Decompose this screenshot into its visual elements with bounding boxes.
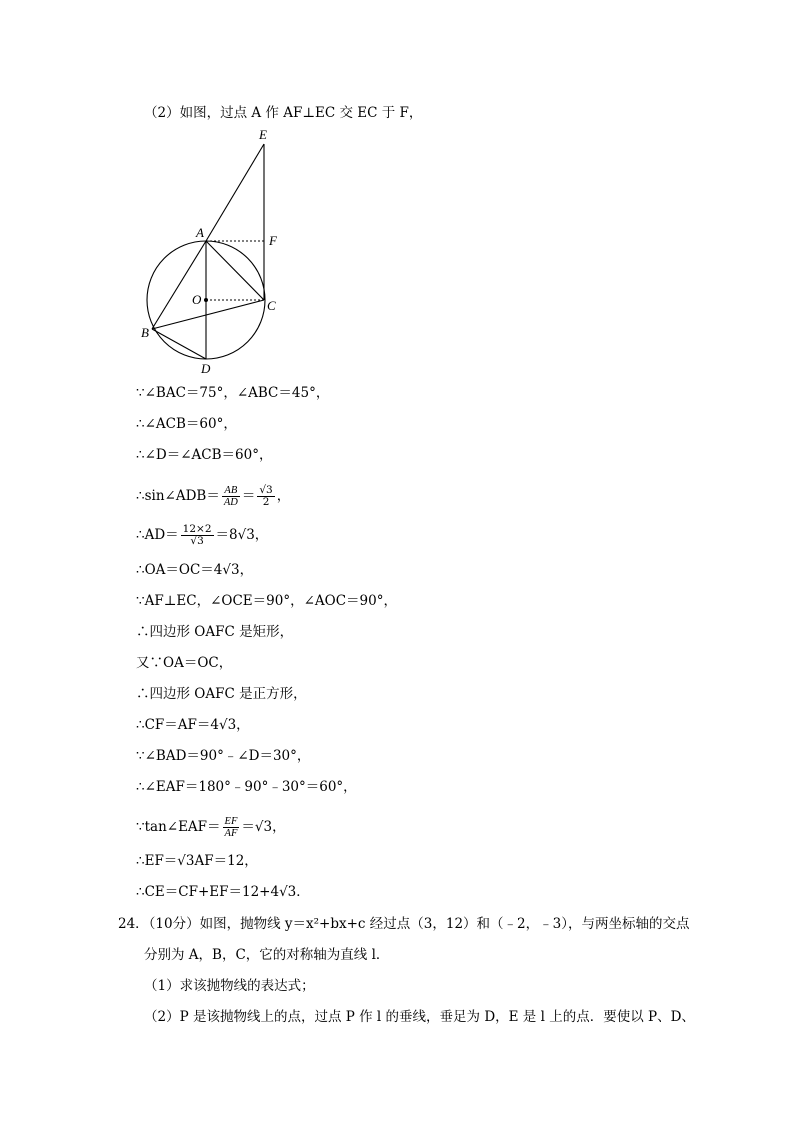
step-line: ∵∠BAC＝75°，∠ABC＝45°，: [136, 385, 330, 401]
problem-24-line2: 分别为 A，B，C，它的对称轴为直线 l．: [144, 947, 390, 963]
segment-ae: [206, 144, 264, 241]
label-d: D: [201, 361, 211, 374]
segment-ac: [206, 241, 264, 300]
step-line: ∴OA＝OC＝4√3，: [136, 562, 254, 578]
label-e: E: [259, 127, 267, 142]
label-b: B: [141, 325, 149, 340]
fraction-ab-ad: $\frac{AB}{AD}$: [223, 485, 238, 508]
segment-bc: [152, 300, 264, 329]
geometry-figure: [128, 124, 298, 374]
label-c: C: [267, 298, 276, 313]
step-line: ∴∠D＝∠ACB＝60°，: [136, 447, 273, 463]
step-line: ∵∠BAD＝90°﹣∠D＝30°，: [136, 748, 311, 764]
step-line: ∴∠EAF＝180°﹣90°﹣30°＝60°，: [136, 779, 357, 795]
step-line: ∴CE＝CF+EF＝12+4√3．: [136, 884, 310, 900]
step-line: ∵AF⊥EC，∠OCE＝90°，∠AOC＝90°，: [136, 593, 397, 609]
step-line: ∴EF＝√3AF＝12，: [136, 853, 258, 869]
step-tan-line: ∵tan∠EAF＝ $\frac{EF}{AF}$ ＝√3，: [136, 816, 286, 839]
label-f: F: [269, 233, 277, 248]
problem-24-line1: 24．（10分）如图，抛物线 y＝x²+bx+c 经过点（3，12）和（﹣2，﹣3），与两坐标轴的交点: [118, 916, 690, 932]
segment-ab: [152, 241, 206, 329]
fraction-ef-af: $\frac{EF}{AF}$: [224, 816, 238, 839]
fraction-12x2-sqrt3: $\frac{12\times 2}{√3}$: [182, 523, 212, 547]
label-o: O: [192, 292, 202, 307]
step-line: 又∵OA＝OC，: [136, 655, 233, 671]
label-a: A: [196, 225, 204, 240]
step-line: ∴四边形 OAFC 是矩形，: [136, 624, 294, 640]
solution-part2-intro: （2）如图，过点 A 作 AF⊥EC 交 EC 于 F，: [144, 105, 423, 121]
segment-bd: [152, 329, 206, 359]
problem-24-line4: （2）P 是该抛物线上的点，过点 P 作 l 的垂线，垂足为 D，E 是 l 上的点．要使以 P、D、: [144, 1009, 695, 1025]
step-ad-line: ∴AD＝ $\frac{12\times 2}{√3}$ ＝8√3，: [136, 523, 269, 547]
center-point: [204, 298, 208, 302]
fraction-sqrt3-2: $\frac{√3}{2}$: [259, 484, 273, 508]
step-line: ∴CF＝AF＝4√3，: [136, 717, 250, 733]
step-line: ∴∠ACB＝60°，: [136, 416, 237, 432]
step-line: ∴四边形 OAFC 是正方形，: [136, 686, 307, 702]
problem-24-line3: （1）求该抛物线的表达式；: [144, 978, 315, 994]
step-text: ∴sin∠ADB＝: [136, 488, 220, 504]
step-sin-line: ∴sin∠ADB＝ $\frac{AB}{AD}$ ＝ $\frac{√3}{2}$ ，: [136, 484, 291, 508]
